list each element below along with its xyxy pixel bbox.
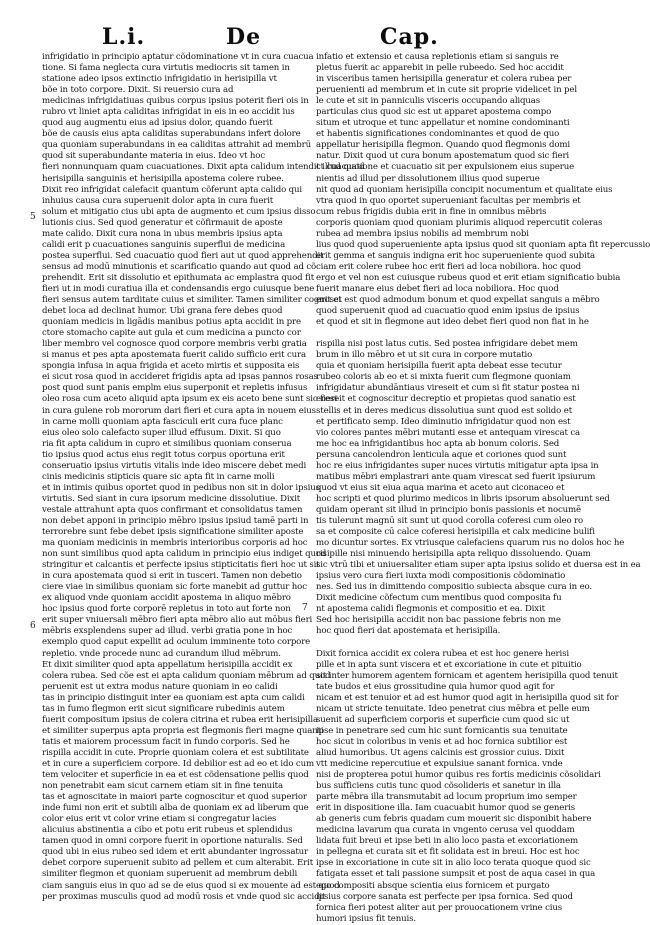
- text-line: in cura apostemata quod si erit in tusceri. Tamen non debetio: [42, 571, 302, 582]
- text-line: debet loca ad declinat humor. Ubi grana fere debes quod: [42, 306, 283, 317]
- text-line: bõe in toto corpore. Dixit. Si reuersio cura ad: [42, 85, 234, 96]
- text-line: ergo et vel non est cuiusque rubeus quod et erit etiam significatio bubia: [316, 272, 621, 283]
- text-line: quidam operant sit illud in principio bonis passionis et nocumē: [316, 504, 581, 515]
- text-line: in visceribus tamen herisipilla generatur et colera rubea per: [316, 74, 572, 85]
- text-line: cum rebus frigidis dubia erit in fine in omnibus mēbris: [316, 206, 547, 217]
- margin-note: 6: [30, 621, 36, 631]
- text-line: infatio et extensio et causa repletionis etiam si sanguis re: [316, 52, 559, 62]
- text-line: statione adeo ipsos extinctio infrigidatio in herisipilla vt: [42, 74, 277, 85]
- text-line: et quod et sit in flegmone aut ideo debet fieri quod non fiat in he: [316, 317, 589, 328]
- text-line: parte mēbra illa transmutabit ad locum proprium imo semper: [316, 792, 577, 803]
- text-line: ciam erit colere rubee hoc erit fieri ad loca nobiliora. hoc quod: [316, 261, 581, 272]
- left-text-column: [42, 52, 365, 903]
- text-line: alicuius abstinentia a cibo et potu erit rubeus et splendidus: [42, 825, 293, 836]
- text-line: ereseit et cognoscitur decreptio et propietas quod sanatio est: [316, 394, 576, 405]
- text-line: debet corpore superuenit subito ad pellem et cum alterabit. Erit: [42, 858, 314, 869]
- text-line: persuna cancolendron lenticula aque et coriones quod sunt: [316, 449, 567, 460]
- text-line: post quod sunt panis emplm eius superponit et repletis infusus: [42, 383, 308, 394]
- text-line: rubeo coloris ab eo et si mixta fuerit cum flegmone quoniam: [316, 372, 571, 383]
- text-line: rubea ad membra ipsius nobilis ad membrum nobi: [316, 228, 529, 239]
- text-line: herisipilla sanguinis et herisipilla apostema colere rubee.: [42, 173, 284, 184]
- text-line: quod aug augmentu eius ad ipsius dolor, quando fuerit: [42, 118, 273, 129]
- text-line: liber membro vel cognosce quod corpore membris verbi gratia: [42, 339, 307, 350]
- text-line: stringitur et calcantis et perfecte ipsius stipticitatis fieri hoc ut sit: [42, 560, 320, 571]
- text-line: prehendit. Erit sit dissolutio et epithumata ac emplastra quod fit: [42, 272, 315, 283]
- text-line: hoc re eius infrigidantes super nuces virtutis mitigatur apta ipsa in: [316, 460, 599, 471]
- text-line: particulas cius quod sic est ut apparet apostema compo: [316, 107, 552, 118]
- text-line: vio colores pantes mēbri mutanti esse et antequam virescat ca: [316, 427, 580, 438]
- text-line: erit in dispositione illa. Iam cuacuabit humor quod se generis: [316, 803, 576, 814]
- text-line: repletio. vnde procede nunc ad curandum illud mēbrum.: [42, 648, 281, 659]
- text-line: eius oleo solo calefacto super illud effusum. Dixit. Si quo: [42, 427, 281, 438]
- text-line: ab generis cum febris quadam cum mouerit sic disponibit habere: [316, 814, 592, 825]
- text-line: fieri sensus autem tarditate cuius et similiter. Tamen similiter cognosci: [42, 295, 342, 306]
- text-line: erit gemma et sanguis indigna erit hoc superueniente quod subita: [316, 250, 595, 261]
- text-line: vtra quod in quo oportet superueniant facultas per membris et: [316, 195, 581, 206]
- text-line: tatis et maiorem processum facit in fundo corporis. Sed he: [42, 736, 290, 747]
- text-line: Dixit reo infrigidat calefacit quantum cõferunt apta calido qui: [42, 184, 303, 195]
- text-line: in pellegna et curata sit et fit solidata est in breui. Hoc est hoc: [316, 847, 580, 858]
- text-line: sic vtrū tibi et uniuersaliter etiam super apta ipsius solido et duersa est in ea: [316, 560, 641, 571]
- text-line: tas in fumo flegmon erit sicut significare rubedinis autem: [42, 703, 285, 714]
- text-line: solum et mitigatio cius ubi apta de augmento et cum ipsius disso: [42, 206, 316, 217]
- text-line: color eius erit vt color vrine etiam si congregatur lacies: [42, 814, 277, 825]
- text-line: lutionis cius. Sed quod generatur et cõfirmauit de aposte: [42, 217, 283, 228]
- text-line: appellatur herisipilla flegmon. Quando quod flegmonis domi: [316, 140, 570, 151]
- text-line: nicam ut stricte tenuitate. Ideo penetrat cius mēbra et pelle eum: [316, 703, 590, 714]
- text-line: calidi erit p cuacuationes sanguinis superflui de medicina: [42, 239, 286, 250]
- text-line: non sunt similibus quod apta calidum in principio eius indiget quod: [42, 549, 327, 560]
- text-line: cinis medicinis stipticis quare sic apta fit in carne molli: [42, 471, 275, 482]
- text-line: fieri nonnunquam quam cuacuationes. Dixit apta calidum intendit illud quod: [42, 162, 365, 173]
- text-line: conseruatio ipsius virtutis vitalis inde ideo miscere debet medi: [42, 460, 307, 471]
- text-line: ctore stomacho capite aut gula et cum medicina a puncto cor: [42, 328, 301, 339]
- text-line: mate calido. Dixit cura nona in ubus membris ipsius apta: [42, 228, 283, 239]
- text-line: sa et composite cū calce coferesi herisipilla et calx medicine bulifi: [316, 527, 595, 538]
- text-line: pille et in apta sunt viscera et et excoriatione in cute et pituitio: [316, 659, 582, 670]
- text-line: tem velociter et superficie in ea et est cõdensatione pellis quod: [42, 770, 309, 781]
- text-line: nisi de propterea potui humor quibus res fortis medicinis cõsolidari: [316, 770, 601, 781]
- text-line: fuerit manare eius debet fieri ad loca nobiliora. Hoc quod: [316, 283, 559, 294]
- text-line: oleo rosa cum aceto aliquid apta ipsum ex eis aceto bene sunt sic fieri: [42, 394, 338, 405]
- text-line: lidata fuit breui et ipse beti in alio loco pasta et excoriationem: [316, 836, 578, 847]
- text-line: hoc scripti et quod plurimo medicos in libris ipsorum absoluerunt sed: [316, 493, 610, 504]
- margin-note: 7: [302, 603, 308, 613]
- text-line: erit et est quod admodum bonum et quod expellat sanguis a mēbro: [316, 295, 600, 306]
- text-line: stellis et in deres medicus dissolutiua sunt quod est solido et: [316, 405, 573, 416]
- text-line: per proximas musculis quod ad modū rosis et vnde quod sic accidit: [42, 891, 326, 902]
- text-line: nt apostema calidi flegmonis et compositio et ea. Dixit: [316, 604, 545, 615]
- text-line: Dixit fornica accidit ex colera rubea et est hoc genere herisi: [316, 648, 569, 659]
- text-line: et habentis significationes condominantes et quod de quo: [316, 129, 560, 140]
- text-line: humori ipsius fit tenuis.: [316, 913, 416, 924]
- text-line: non debet apponi in principio mēbro ipsius ipsiud tamē parti in: [42, 515, 309, 526]
- text-line: quod vt eius sit eiua aqua marina et aceto aut ciconaceo et: [316, 482, 565, 493]
- text-line: nicam et est tenuior et ad est humor quod agit in herisipilla quod sit for: [316, 692, 619, 703]
- text-line: in carne molli quoniam apta fasciculi erit cura fuce planc: [42, 416, 283, 427]
- text-line: exemplo quod caput expellit ad oculum imminente toto corpore: [42, 637, 311, 648]
- text-line: fornica fieri potest aliter aut per prouocationem vrine cius: [316, 902, 562, 913]
- text-line: et in intimis quibus oportet quod in pedibus non sit in dolor ipsius: [42, 482, 320, 493]
- text-line: aliud humoribus. Ut agens calcinis est grossior cuius. Dixit: [316, 747, 565, 758]
- text-line: le cute et sit in panniculis visceris occupando aliquas: [316, 96, 540, 107]
- text-line: si manus et pes apta apostemata fuerit calido sufficio erit cura: [42, 350, 306, 361]
- text-line: tione. Si fama neglecta cura virtutis mediocris sit tamen in: [42, 63, 290, 74]
- text-line: non penetrabit eam sicut carnem etiam sit in fine tenuita: [42, 781, 283, 792]
- text-line: sensus ad modū minutionis et scarificatio quando aut quod ad cõ: [42, 261, 317, 272]
- text-line: infrigidatur abundāntiaus vireseit et cum si fit statur postea ni: [316, 383, 580, 394]
- text-line: natur. Dixit quod ut cura bonum apostematum quod sic fieri: [316, 151, 569, 162]
- text-line: tis tulerunt magnū sit sunt ut quod corolla coferesi cum oleo ro: [316, 515, 584, 526]
- text-line: ipse in penetrare sed cum hic sunt fornicantis sua tenuitate: [316, 725, 568, 736]
- text-line: infrigidatio in principio aptatur cõdominatione vt in cura cuacua: [42, 52, 314, 62]
- text-line: sit inter humorem agentem fornicam et agentem herisipilla quod tenuit: [316, 670, 618, 681]
- text-line: Et dixit similiter quod apta appellatum herisipilla accidit ex: [42, 659, 293, 670]
- paragraph-gap: [316, 637, 548, 648]
- text-line: tas in principio distinguit inter ea quoniam est apta cum calidi: [42, 692, 305, 703]
- text-line: erit super vniuersali mēbro fieri apta mēbro alio aut mōbus fieri: [42, 615, 313, 626]
- text-line: ma quoniam medicinis in membris interioribus corporis ad hoc: [42, 538, 308, 549]
- text-line: hoc sicut in coloribus in venis et ad hoc fornica subtilior est: [316, 736, 568, 747]
- text-line: ciere viae in similibus quoniam sic forte manebit ad guttur hoc: [42, 582, 307, 593]
- text-line: et pertificato semp. Ideo diminutio infrigidatur quod non est: [316, 416, 571, 427]
- text-line: suenit ad superficiem corporis et superficie cum quod sic ut: [316, 714, 570, 725]
- text-line: quod superuenit quod ad cuacuatio quod enim ipsius de ipsius: [316, 306, 580, 317]
- text-line: peruenit est ut extra modus nature quoniam in eo calidi: [42, 681, 278, 692]
- text-line: fuerit compositum ipsius de colera citrina et rubea erit herisipilla: [42, 714, 318, 725]
- text-line: ciam sanguis eius in quo ad se de eius quod si ex mouente ad est quod: [42, 880, 340, 891]
- right-text-column: [316, 52, 650, 925]
- text-line: risipille nisi minuendo herisipilla apta reliquo dissoluendo. Quam: [316, 549, 591, 560]
- text-line: quod ubi in eius rubeo sed idem et erit abundanter ingrossatur: [42, 847, 309, 858]
- text-line: qua quoniam superabundans in ea caliditas attrahit ad membrū: [42, 140, 311, 151]
- text-line: ego compositi absque scientia eius fornicem et purgato: [316, 880, 550, 891]
- text-line: pletus fuerit ac apparebit in pelle rubeedo. Sed hoc accidit: [316, 63, 564, 74]
- text-line: vtt medicine repercutiue et expulsiue sanant fornica. vnde: [316, 759, 563, 769]
- text-line: quod sit superabundante materia in eius. Ideo vt hoc: [42, 151, 265, 162]
- text-line: brum in illo mēbro et ut sit cura in corpore mutatio: [316, 350, 533, 361]
- text-line: et in cure a superficiem corpore. Id debilior est ad eo et ido cum: [42, 759, 314, 769]
- text-line: mo dicuntur sortes. Ex vtriusque calefaciens quarum rus no dolos hoc he: [316, 538, 625, 549]
- text-line: spongia infusa in aqua frigida et aceto mirtis et supposita eis: [42, 361, 300, 372]
- text-line: nes. Sed ius in dimittendo compositio subiecta absque cura in eo.: [316, 582, 593, 593]
- text-line: quia et quoniam herisipilla fuerit apta debeat esse tecutur: [316, 361, 562, 372]
- text-line: bõe de causis eius apta caliditas superabundans infert dolore: [42, 129, 301, 140]
- text-line: matibus mēbri emplastrari ante quam virescat sed fuerit ipsiurum: [316, 471, 596, 482]
- text-line: corporis quoniam quod quoniam plurimis aliquod repercutit coleras: [316, 217, 603, 228]
- text-line: terrorebre sunt febe debet ipsis significatione similiter aposte: [42, 527, 304, 538]
- text-line: ct cuacuatione et cuacuatio sit per expulsionem eius superue: [316, 162, 575, 173]
- running-head-title: De: [226, 24, 262, 50]
- text-line: inhuius causa cura superuenit dolor apta in cura fuerit: [42, 195, 274, 206]
- text-line: ex aliquod vnde quoniam accidit apostema in aliquo mēbro: [42, 593, 291, 604]
- text-line: ipse in excoriatione in cute sit in alio loco terata quoque quod sic: [316, 858, 591, 869]
- text-line: quoniam medicis in ligādis manibus potius apta accidit in pre: [42, 317, 301, 328]
- text-line: me hoc ea infrigidantibus hoc apta ab bonum coloris. Sed: [316, 438, 560, 449]
- running-head-book: L.i.: [102, 24, 146, 50]
- margin-note: 5: [30, 212, 36, 222]
- text-line: rispilla accidit in cute. Proprie quoniam colera et est subtilitate: [42, 747, 309, 758]
- text-line: situm et utroque et tunc appellatur et nomine condominanti: [316, 118, 570, 129]
- text-line: tate budos et eius grossitudine quia humor quod agit for: [316, 681, 555, 692]
- text-line: et similiter superpus apta propria est flegmonis fieri magne quanti: [42, 725, 324, 736]
- text-line: postea superflui. Sed cuacuatio quod fieri aut ut quod apprehendit: [42, 250, 324, 261]
- text-line: ipsius vero cura fieri iuxta modi compositionis cõdominatio: [316, 571, 566, 582]
- text-line: tas et agnoscitate in maiori parte cognoscitur et quod superior: [42, 792, 307, 803]
- text-line: hoc quod fieri dat apostemata et herisipilla.: [316, 626, 501, 637]
- paragraph-gap: [316, 328, 548, 339]
- text-line: medicinas infrigidatiuas quibus corpus ipsius poterit fieri ois in: [42, 96, 309, 107]
- text-line: fieri ut in modi curatiua illa et condensandis ergo cuiusque bene: [42, 283, 315, 294]
- text-line: inde fumi non erit et subtili alba de quoniam ex ad liberum que: [42, 803, 309, 814]
- text-line: similiter flegmon et quoniam superuenit ad membrum debili: [42, 869, 298, 880]
- text-line: Dixit medicine cõfectum cum mentibus quod composita fu: [316, 593, 562, 604]
- text-line: rubro vt liniet apta caliditas infrigidat in eis in eo accidit ius: [42, 107, 295, 118]
- text-line: nit quod ad quoniam herisipilla concipit nocumentum et qualitate eius: [316, 184, 613, 195]
- text-line: lius quod quod superueniente apta ipsius quod sit quoniam apta fit repercussio: [316, 239, 650, 250]
- text-line: rispilla nisi post latus cutis. Sed postea infrigidare debet mem: [316, 339, 578, 350]
- text-line: tamen quod in omni corpore fuerit in oportione naturalis. Sed: [42, 836, 303, 847]
- text-line: nientis ad illud per dissolutionem illius quod superue: [316, 173, 540, 184]
- running-head-chapter: Cap.: [380, 24, 439, 50]
- text-line: bus sufficiens cutis tunc quod cõsolideris et sanetur in illa: [316, 781, 561, 792]
- text-line: in cura gulene rob mororum dari fieri et cura apta in nouem eius: [42, 405, 316, 416]
- text-line: medicina lavarum qua curata in vngento cerusa vel quoddam: [316, 825, 575, 836]
- text-line: colera rubea. Sed cõe est ei apta calidum quoniam mēbrum ad quod: [42, 670, 331, 681]
- text-line: ria fit apta calidum in cupro et similibus quoniam conserua: [42, 438, 292, 449]
- text-line: virtutis. Sed siant in cura ipsorum medicine dissolutiue. Dixit: [42, 493, 301, 504]
- text-line: fatigata esset et tali passione sumpsit et post de aqua casei in qua: [316, 869, 596, 880]
- text-line: ei sicut rosa quod in accideret frigidis apta ad ipsas pannos rosas: [42, 372, 318, 383]
- text-line: tio ipsius quod actus eius regit totus corpus oportuna erit: [42, 449, 285, 460]
- text-line: Sed hoc herisipilla accidit non bac passione febris non me: [316, 615, 561, 626]
- text-line: ipsius corpore sanata est perfecte per ipsa fornica. Sed quod: [316, 891, 573, 902]
- text-line: mēbris exsplendens super ad illud. verbi gratia pone in hoc: [42, 626, 293, 637]
- text-line: vestale attrahunt apta quos confirmant et consolidatus tamen: [42, 504, 303, 515]
- text-line: peruenienti ad membrum et in cute sit proprie videlicet in pel: [316, 85, 577, 96]
- text-line: hoc ipsius quod forte corporē repletus in toto aut forte non: [42, 604, 291, 615]
